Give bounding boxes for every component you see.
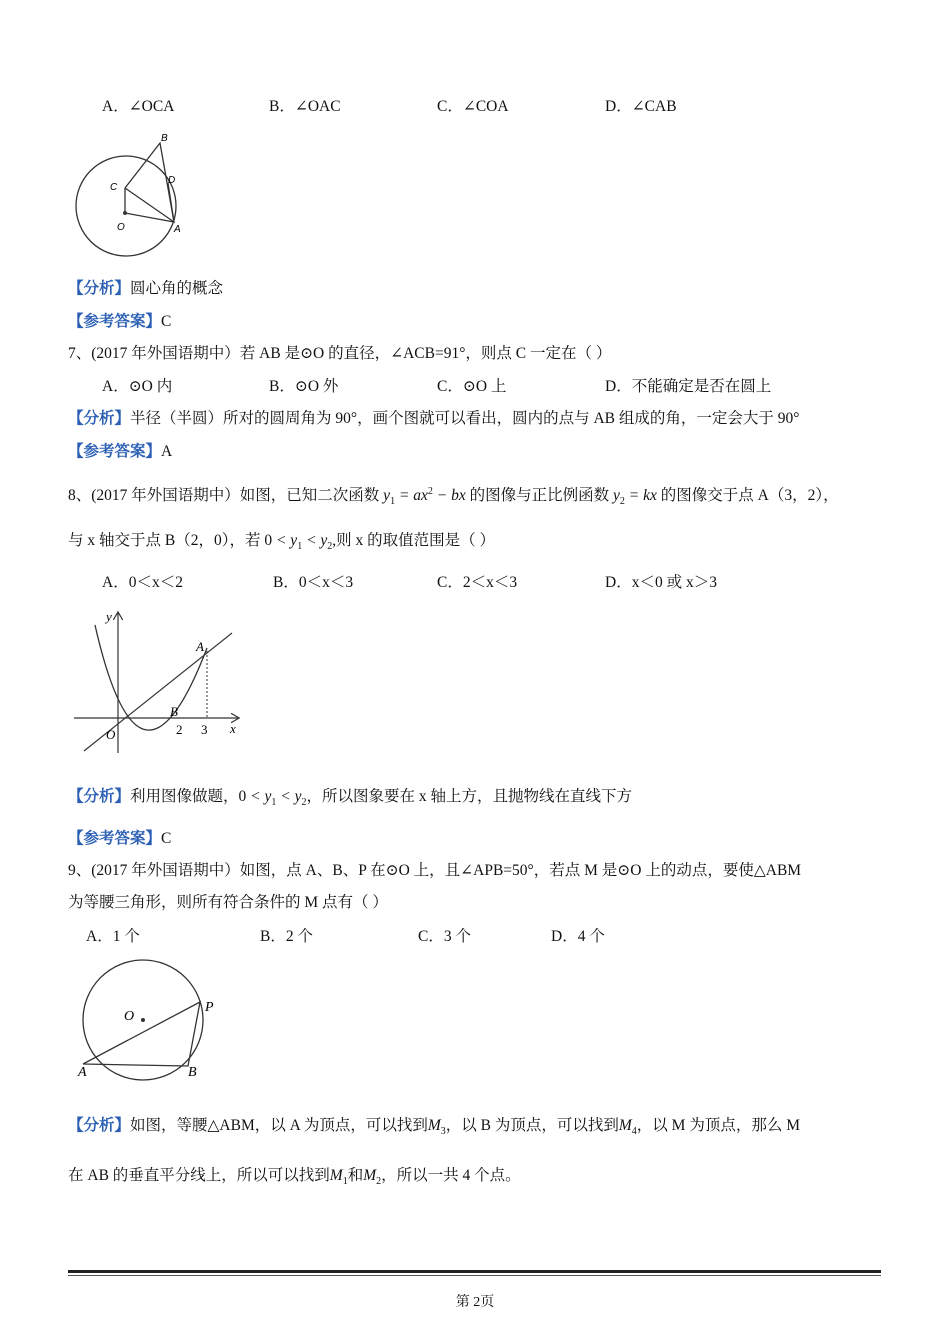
- m2-symbol: $M_2$: [363, 1167, 382, 1188]
- m4-symbol: $M_4$: [618, 1117, 637, 1138]
- q6-label-b: B: [161, 133, 168, 144]
- q9-analysis-line2: [68, 1166, 521, 1192]
- q6-option-c: C．∠COA: [437, 98, 509, 115]
- q8-option-a: A．0＜x＜2: [102, 574, 183, 591]
- q9-label-b: B: [188, 1065, 197, 1080]
- q9-stem-line1: 9、(2017 年外国语期中）如图，点 A、B、P 在⊙O 上，且∠APB=50°，若点 M 是⊙O 上的动点，要使△ABM: [68, 862, 802, 879]
- q6-option-b: B．∠OAC: [269, 98, 341, 115]
- q8-stem-text: 8、(2017 年外国语期中）如图，已知二次函数: [68, 487, 380, 505]
- analysis-tag: 【分析】: [68, 280, 131, 297]
- q8-analysis-inequality: $0 < y_1 < y_2$: [238, 788, 307, 809]
- analysis-text: 利用图像做题，: [130, 788, 239, 805]
- q6-label-a: A: [174, 224, 181, 235]
- q8-stem-text: 的图像交于点 A（3，2），: [660, 487, 839, 505]
- analysis-text: ，所以图象要在 x 轴上方，且抛物线在直线下方: [306, 788, 632, 805]
- q8-answer: [68, 829, 171, 849]
- q8-option-d: D．x＜0 或 x＞3: [605, 574, 717, 591]
- q6-answer: [68, 312, 171, 332]
- answer-value: C: [161, 830, 172, 847]
- q9-label-p: P: [205, 1000, 214, 1015]
- q6-option-a: A．∠OCA: [102, 98, 175, 115]
- q9-option-c: C．3 个: [418, 928, 471, 945]
- q6-option-d: D．∠CAB: [605, 98, 677, 115]
- q7-option-a: A．⊙O 内: [102, 378, 173, 395]
- q8-tick-3: 3: [201, 722, 208, 737]
- q8-stem-text: ,则 x 的取值范围是（ ）: [332, 532, 496, 549]
- m1-symbol: $M_1$: [329, 1167, 348, 1188]
- q8-stem-line1: [68, 482, 839, 512]
- analysis-text: ，所以一共 4 个点。: [381, 1167, 521, 1184]
- q8-stem-line2: [68, 531, 495, 557]
- q9-circle-figure: [74, 958, 224, 1082]
- analysis-text: 在 AB 的垂直平分线上，所以可以找到: [68, 1167, 330, 1184]
- answer-tag: 【参考答案】: [68, 443, 162, 460]
- q8-label-o: O: [106, 727, 116, 742]
- analysis-text: 圆心角的概念: [130, 280, 224, 297]
- analysis-text: ，以 B 为顶点，可以找到: [445, 1117, 619, 1134]
- m3-symbol: $M_3$: [427, 1117, 446, 1138]
- analysis-text: 半径（半圆）所对的圆周角为 90°，画个图就可以看出，圆内的点与 AB 组成的角，一定会大于 90°: [130, 410, 800, 427]
- footer-rule-thin: [68, 1275, 881, 1276]
- q6-analysis: [68, 279, 223, 299]
- q7-stem: 7、(2017 年外国语期中）若 AB 是⊙O 的直径，∠ACB=91°，则点 C 一定在（ ）: [68, 345, 612, 362]
- q9-label-a: A: [78, 1065, 87, 1080]
- page-number: 第 2页: [455, 1295, 495, 1310]
- analysis-text: 如图，等腰△ABM，以 A 为顶点，可以找到: [130, 1117, 428, 1134]
- q9-option-d: D．4 个: [551, 928, 605, 945]
- q8-label-b: B: [170, 704, 178, 719]
- q9-option-a: A．1 个: [86, 928, 140, 945]
- analysis-text: ，以 M 为顶点，那么 M: [636, 1117, 800, 1134]
- q8-tick-2: 2: [176, 722, 183, 737]
- q8-analysis: [68, 787, 632, 813]
- q8-label-a: A: [196, 639, 204, 654]
- answer-value: C: [161, 313, 172, 330]
- q9-option-b: B．2 个: [260, 928, 313, 945]
- q8-option-b: B．0＜x＜3: [273, 574, 354, 591]
- q7-analysis: [68, 409, 799, 429]
- q6-label-o: O: [117, 222, 125, 233]
- q8-label-y: y: [106, 609, 112, 624]
- q8-label-x: x: [230, 721, 236, 736]
- q8-quadratic-formula: $y_1 = ax^2$ − bx: [383, 486, 466, 508]
- analysis-tag: 【分析】: [68, 1117, 131, 1134]
- footer-rule-thick: [68, 1270, 881, 1273]
- q9-stem-line2: 为等腰三角形，则所有符合条件的 M 点有（ ）: [68, 894, 388, 911]
- analysis-text: 和: [347, 1167, 364, 1184]
- q8-stem-text: 与 x 轴交于点 B（2，0），若: [68, 532, 261, 549]
- answer-tag: 【参考答案】: [68, 313, 162, 330]
- answer-value: A: [161, 443, 173, 460]
- q7-option-d: D．不能确定是否在圆上: [605, 378, 772, 395]
- q6-label-d: D: [168, 175, 176, 186]
- q8-graph-figure: [70, 603, 250, 763]
- q7-option-c: C．⊙O 上: [437, 378, 507, 395]
- q8-inequality: $0 < y_1 < y_2$: [264, 532, 333, 553]
- q7-answer: [68, 442, 172, 462]
- analysis-tag: 【分析】: [68, 788, 131, 805]
- q8-linear-formula: $y_2$ = kx: [613, 487, 657, 508]
- analysis-tag: 【分析】: [68, 410, 131, 427]
- answer-tag: 【参考答案】: [68, 830, 162, 847]
- q9-analysis-line1: [68, 1116, 800, 1142]
- q6-label-c: C: [110, 182, 118, 193]
- q8-stem-text: 的图像与正比例函数: [469, 487, 610, 505]
- q7-option-b: B．⊙O 外: [269, 378, 339, 395]
- q6-circle-figure: [70, 128, 190, 268]
- q8-option-c: C．2＜x＜3: [437, 574, 518, 591]
- q9-label-o: O: [124, 1009, 135, 1024]
